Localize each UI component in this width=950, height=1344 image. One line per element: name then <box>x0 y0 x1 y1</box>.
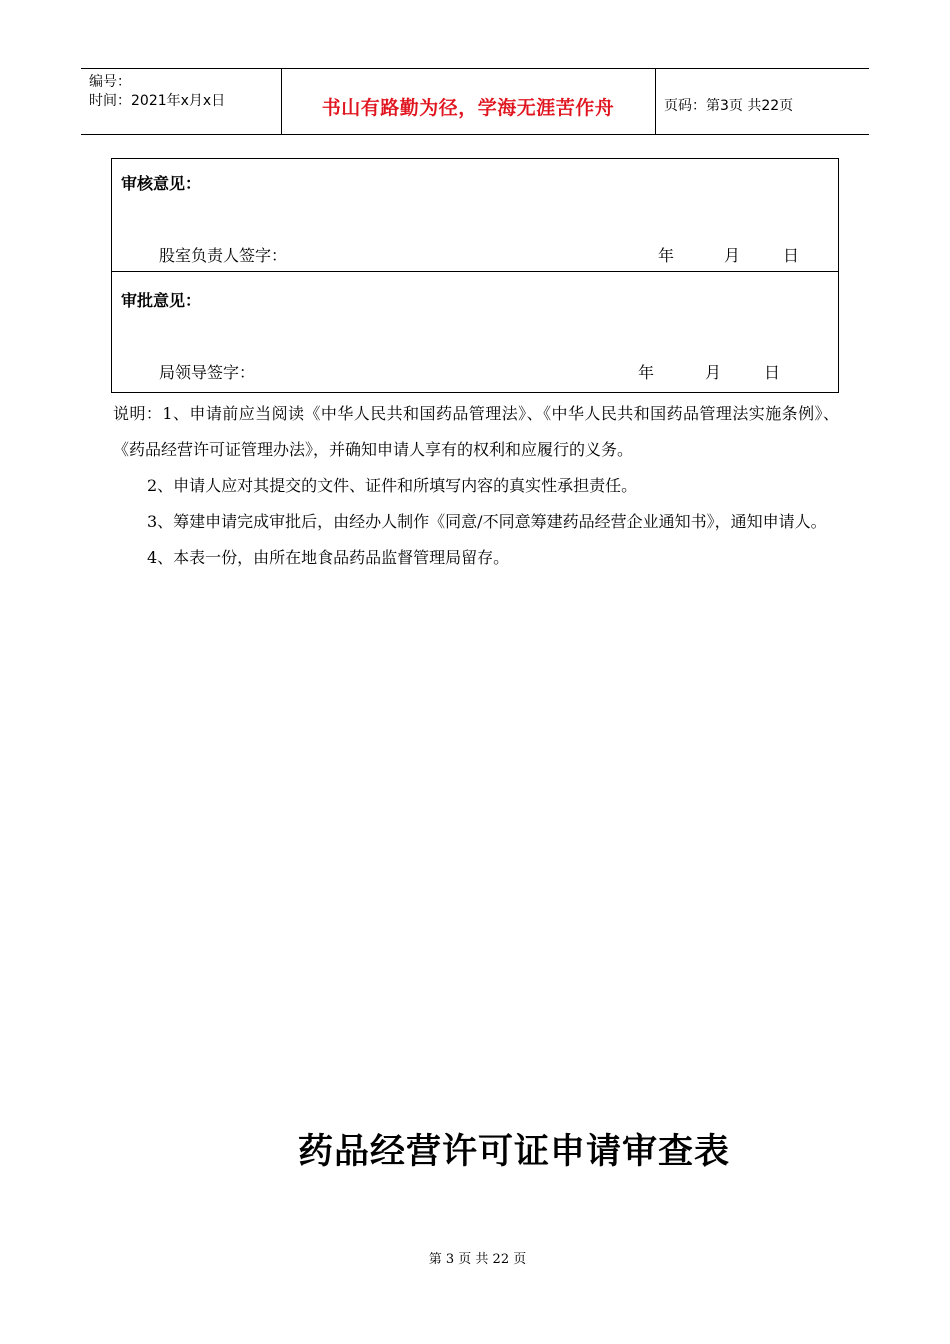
approve-month: 月 <box>705 363 722 382</box>
review-year: 年 <box>658 246 675 265</box>
header-meta <box>89 73 225 111</box>
approve-opinion-label: 审批意见： <box>121 291 202 310</box>
approve-day: 日 <box>764 363 781 382</box>
page-footer: 第 3 页 共 22 页 <box>428 1252 527 1267</box>
header-divider-right <box>655 69 656 135</box>
notes-section <box>113 396 839 576</box>
note-1: 说明：1、申请前应当阅读《中华人民共和国药品管理法》、《中华人民共和国药品管理法实施条例》、《药品经营许可证管理办法》，并确知申请人享有的权利和应履行的义务。 <box>113 404 839 459</box>
note-3: 3、筹建申请完成审批后，由经办人制作《同意/不同意筹建药品经营企业通知书》，通知申请人。 <box>147 512 827 531</box>
approval-divider <box>112 271 838 272</box>
review-day: 日 <box>783 246 800 265</box>
time-label: 时间：2021年x月x日 <box>89 93 226 109</box>
approve-sign-label: 局领导签字： <box>159 363 256 382</box>
form-title: 药品经营许可证申请审查表 <box>297 1132 730 1172</box>
note-2: 2、申请人应对其提交的文件、证件和所填写内容的真实性承担责任。 <box>147 476 638 495</box>
review-month: 月 <box>724 246 741 265</box>
note-4: 4、本表一份，由所在地食品药品监督管理局留存。 <box>147 548 510 567</box>
page-header <box>81 68 869 135</box>
approve-year: 年 <box>638 363 655 382</box>
approval-box <box>111 158 839 393</box>
header-motto: 书山有路勤为径，学海无涯苦作舟 <box>321 97 615 119</box>
review-opinion-label: 审核意见： <box>121 174 202 193</box>
header-page-info: 页码：第3页 共22页 <box>664 98 794 114</box>
number-label: 编号： <box>89 74 131 90</box>
review-sign-label: 股室负责人签字： <box>159 246 288 265</box>
